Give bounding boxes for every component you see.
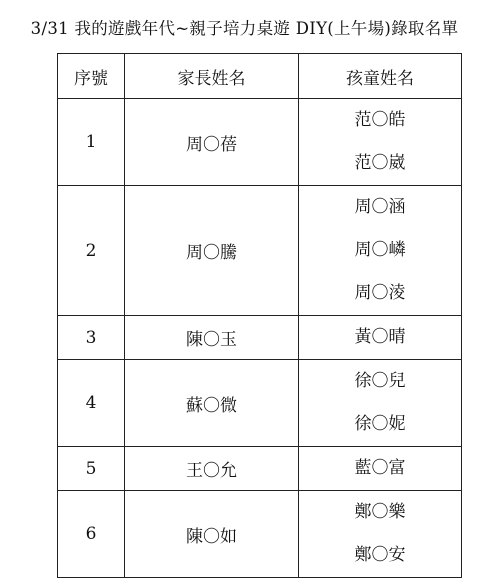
parent-name-cell: 陳〇如 xyxy=(125,491,299,578)
header-child-name: 孩童姓名 xyxy=(299,54,462,99)
parent-name-cell: 周〇騰 xyxy=(125,186,299,316)
table-row xyxy=(58,316,462,360)
parent-name-cell: 周〇蓓 xyxy=(125,99,299,186)
seq-cell: 5 xyxy=(58,447,125,491)
seq-cell: 6 xyxy=(58,491,125,578)
child-name: 周〇涵 xyxy=(354,197,406,217)
child-name: 周〇嶙 xyxy=(354,240,406,260)
roster-table xyxy=(57,53,462,578)
child-name: 周〇淩 xyxy=(354,283,406,303)
child-name: 徐〇妮 xyxy=(354,414,406,434)
child-name: 鄭〇樂 xyxy=(354,502,406,522)
child-name: 徐〇兒 xyxy=(354,371,406,391)
child-names-cell xyxy=(299,186,462,316)
child-name: 黃〇晴 xyxy=(354,327,406,347)
child-names-cell xyxy=(299,447,462,491)
table-row xyxy=(58,360,462,447)
parent-name-cell: 王〇允 xyxy=(125,447,299,491)
child-names-cell xyxy=(299,491,462,578)
child-name: 藍〇富 xyxy=(354,458,406,478)
child-name: 范〇皓 xyxy=(354,110,406,130)
table-header-row xyxy=(58,54,462,99)
table-row xyxy=(58,186,462,316)
child-name: 范〇崴 xyxy=(354,153,406,173)
header-seq: 序號 xyxy=(58,54,125,99)
seq-cell: 1 xyxy=(58,99,125,186)
child-name: 鄭〇安 xyxy=(354,545,406,565)
child-names-cell xyxy=(299,316,462,360)
table-row xyxy=(58,491,462,578)
seq-cell: 4 xyxy=(58,360,125,447)
table-row xyxy=(58,99,462,186)
parent-name-cell: 陳〇玉 xyxy=(125,316,299,360)
header-parent-name: 家長姓名 xyxy=(125,54,299,99)
table-row xyxy=(58,447,462,491)
child-names-cell xyxy=(299,99,462,186)
child-names-cell xyxy=(299,360,462,447)
seq-cell: 3 xyxy=(58,316,125,360)
parent-name-cell: 蘇〇微 xyxy=(125,360,299,447)
document-title: 3/31 我的遊戲年代~親子培力桌遊 DIY(上午場)錄取名單 xyxy=(30,19,459,38)
seq-cell: 2 xyxy=(58,186,125,316)
